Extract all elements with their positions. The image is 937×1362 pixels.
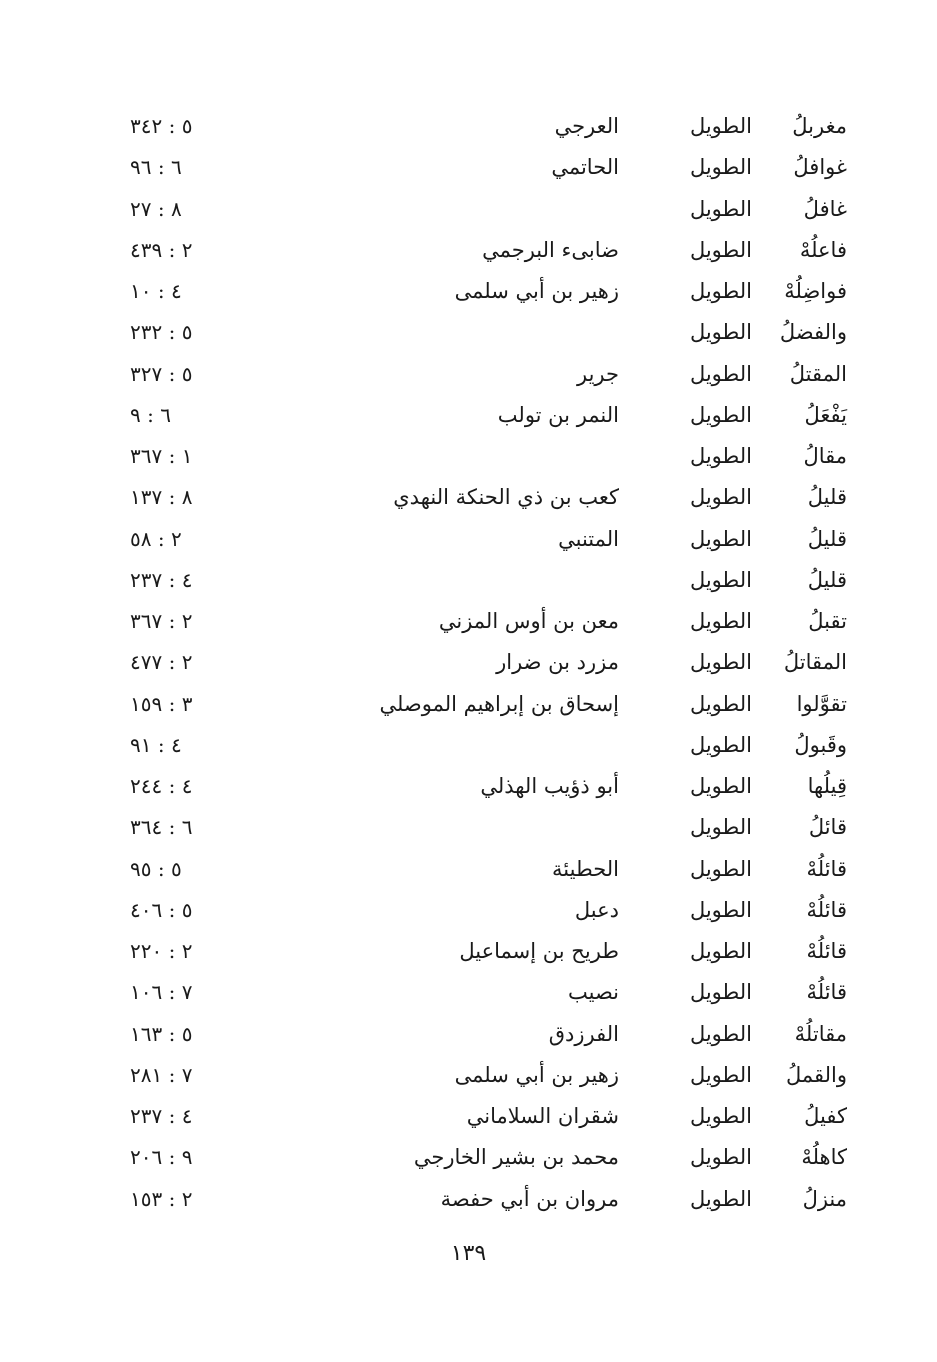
volume-page-reference: ٦ : ٣٦٤ [130, 815, 193, 840]
volume-page-reference: ٤ : ٩١ [130, 732, 182, 757]
rhyme-word: مقالُ [803, 444, 847, 468]
poet-name: الحطيئة [552, 856, 619, 881]
meter-name: الطويل [689, 650, 752, 675]
table-row [0, 478, 937, 516]
rhyme-word: قائلُهْ [806, 939, 847, 963]
volume-page-reference: ٤ : ٢٣٧ [130, 567, 193, 592]
rhyme-word: قائلُهْ [806, 980, 847, 1005]
meter-name: الطويل [689, 444, 752, 468]
rhyme-word: قليلُ [807, 526, 847, 551]
poet-name [289, 726, 619, 764]
poet-name: مزرد بن ضرار [496, 650, 619, 675]
table-row [0, 932, 937, 970]
poet-name: النمر بن تولب [497, 402, 619, 427]
volume-page-reference: ٥ : ٤٠٦ [130, 897, 193, 922]
poet-name: أبو ذؤيب الهذلي [480, 774, 619, 798]
table-row [0, 190, 937, 228]
poet-name: نصيب [567, 980, 619, 1005]
poet-name: المتنبي [558, 526, 619, 551]
rhyme-word: قائلُ [808, 815, 847, 840]
table-row [0, 1138, 937, 1176]
rhyme-word: قليلُ [807, 485, 847, 510]
volume-page-reference: ٢ : ٣٦٧ [130, 609, 193, 633]
table-row [0, 520, 937, 558]
table-row [0, 1097, 937, 1135]
table-row [0, 231, 937, 269]
volume-page-reference: ٧ : ١٠٦ [130, 980, 193, 1005]
page-number: ١٣٩ [450, 1241, 487, 1266]
table-row [0, 602, 937, 640]
table-row [0, 808, 937, 846]
meter-name: الطويل [689, 279, 752, 303]
volume-page-reference: ٢ : ٤٧٧ [130, 650, 193, 675]
volume-page-reference: ٤ : ٢٤٤ [130, 774, 193, 798]
poet-name: زهير بن أبي سلمى [454, 279, 619, 303]
rhyme-word: فاعلُهْ [799, 237, 847, 262]
volume-page-reference: ١ : ٣٦٧ [130, 444, 193, 468]
poet-name: ضابىء البرجمي [482, 237, 619, 262]
rhyme-word: والقملُ [785, 1062, 847, 1087]
meter-name: الطويل [689, 691, 752, 716]
table-row [0, 561, 937, 599]
poet-name: محمد بن بشير الخارجي [413, 1145, 619, 1170]
volume-page-reference: ٦ : ٩٦ [130, 155, 182, 180]
meter-name: الطويل [689, 1145, 752, 1170]
meter-name: الطويل [689, 939, 752, 963]
meter-name: الطويل [689, 1021, 752, 1046]
rhyme-word: يَفْعَلُ [804, 402, 847, 427]
meter-name: الطويل [689, 897, 752, 922]
meter-name: الطويل [689, 155, 752, 180]
table-row [0, 1015, 937, 1053]
volume-page-reference: ٢ : ٢٢٠ [130, 939, 193, 963]
poet-name [289, 313, 619, 351]
table-row [0, 1180, 937, 1218]
poet-name [289, 437, 619, 475]
poet-name: دعبل [574, 897, 619, 922]
volume-page-reference: ٥ : ٣٤٢ [130, 114, 193, 138]
rhyme-word: كفيلُ [804, 1104, 847, 1128]
meter-name: الطويل [689, 609, 752, 633]
volume-page-reference: ٣ : ١٥٩ [130, 691, 193, 716]
poet-name [289, 808, 619, 846]
rhyme-word: قِيلُها [807, 774, 847, 798]
poet-name [289, 190, 619, 228]
meter-name: الطويل [689, 361, 752, 386]
poet-name: طريح بن إسماعيل [459, 939, 619, 963]
poet-name: إسحاق بن إبراهيم الموصلي [379, 691, 619, 716]
volume-page-reference: ٢ : ٥٨ [130, 526, 182, 551]
volume-page-reference: ٦ : ٩ [130, 402, 171, 427]
poet-name: جرير [577, 361, 619, 386]
meter-name: الطويل [689, 1104, 752, 1128]
volume-page-reference: ٧ : ٢٨١ [130, 1062, 193, 1087]
rhyme-word: كاهلُهْ [801, 1145, 847, 1170]
poet-name: زهير بن أبي سلمى [454, 1062, 619, 1087]
rhyme-word: مغربلُ [792, 114, 847, 138]
meter-name: الطويل [689, 567, 752, 592]
meter-name: الطويل [689, 1186, 752, 1211]
rhyme-word: قائلُهْ [806, 897, 847, 922]
meter-name: الطويل [689, 732, 752, 757]
rhyme-word: منزلُ [802, 1186, 847, 1211]
rhyme-word: وقَبولُ [794, 732, 847, 757]
poet-name: العرجي [554, 114, 619, 138]
table-row [0, 685, 937, 723]
rhyme-word: مقاتلُهْ [794, 1021, 847, 1046]
table-row [0, 272, 937, 310]
rhyme-word: والفضلُ [779, 320, 847, 345]
table-row [0, 726, 937, 764]
rhyme-word: قليلُ [807, 567, 847, 592]
volume-page-reference: ٥ : ١٦٣ [130, 1021, 193, 1046]
meter-name: الطويل [689, 485, 752, 510]
poet-name: كعب بن ذي الحنكة النهدي [393, 485, 619, 510]
volume-page-reference: ٢ : ٤٣٩ [130, 237, 193, 262]
rhyme-word: المقاتلُ [783, 650, 847, 675]
table-row [0, 437, 937, 475]
table-row [0, 643, 937, 681]
poet-name: شقران السلاماني [466, 1104, 619, 1128]
meter-name: الطويل [689, 856, 752, 881]
meter-name: الطويل [689, 1062, 752, 1087]
meter-name: الطويل [689, 526, 752, 551]
table-row [0, 1056, 937, 1094]
volume-page-reference: ٥ : ٣٢٧ [130, 361, 193, 386]
poet-name [289, 561, 619, 599]
rhyme-word: غوافلُ [793, 155, 847, 180]
meter-name: الطويل [689, 980, 752, 1005]
volume-page-reference: ٢ : ١٥٣ [130, 1186, 193, 1211]
poet-name: معن بن أوس المزني [438, 609, 619, 633]
volume-page-reference: ٨ : ١٣٧ [130, 485, 193, 510]
table-row [0, 973, 937, 1011]
meter-name: الطويل [689, 237, 752, 262]
table-row [0, 355, 937, 393]
volume-page-reference: ٤ : ١٠ [130, 279, 182, 303]
rhyme-word: المقتلُ [789, 361, 847, 386]
meter-name: الطويل [689, 774, 752, 798]
volume-page-reference: ٥ : ٩٥ [130, 856, 182, 881]
volume-page-reference: ٩ : ٢٠٦ [130, 1145, 193, 1170]
table-row [0, 891, 937, 929]
rhyme-word: غافلُ [803, 196, 847, 221]
rhyme-word: فواضِلُهْ [784, 279, 847, 303]
table-row [0, 313, 937, 351]
rhyme-word: تقبلُ [808, 609, 847, 633]
volume-page-reference: ٤ : ٢٣٧ [130, 1104, 193, 1128]
poet-name: الحاتمي [551, 155, 619, 180]
rhyme-word: قائلُهْ [806, 856, 847, 881]
meter-name: الطويل [689, 402, 752, 427]
meter-name: الطويل [689, 114, 752, 138]
rhyme-word: تقوَّلوا [796, 691, 847, 716]
meter-name: الطويل [689, 196, 752, 221]
table-row [0, 850, 937, 888]
poet-name: الفرزدق [548, 1021, 619, 1046]
table-row [0, 396, 937, 434]
table-row [0, 767, 937, 805]
poet-name: مروان بن أبي حفصة [440, 1186, 619, 1211]
volume-page-reference: ٥ : ٢٣٢ [130, 320, 193, 345]
volume-page-reference: ٨ : ٢٧ [130, 196, 182, 221]
table-row [0, 107, 937, 145]
meter-name: الطويل [689, 815, 752, 840]
meter-name: الطويل [689, 320, 752, 345]
table-row [0, 148, 937, 186]
